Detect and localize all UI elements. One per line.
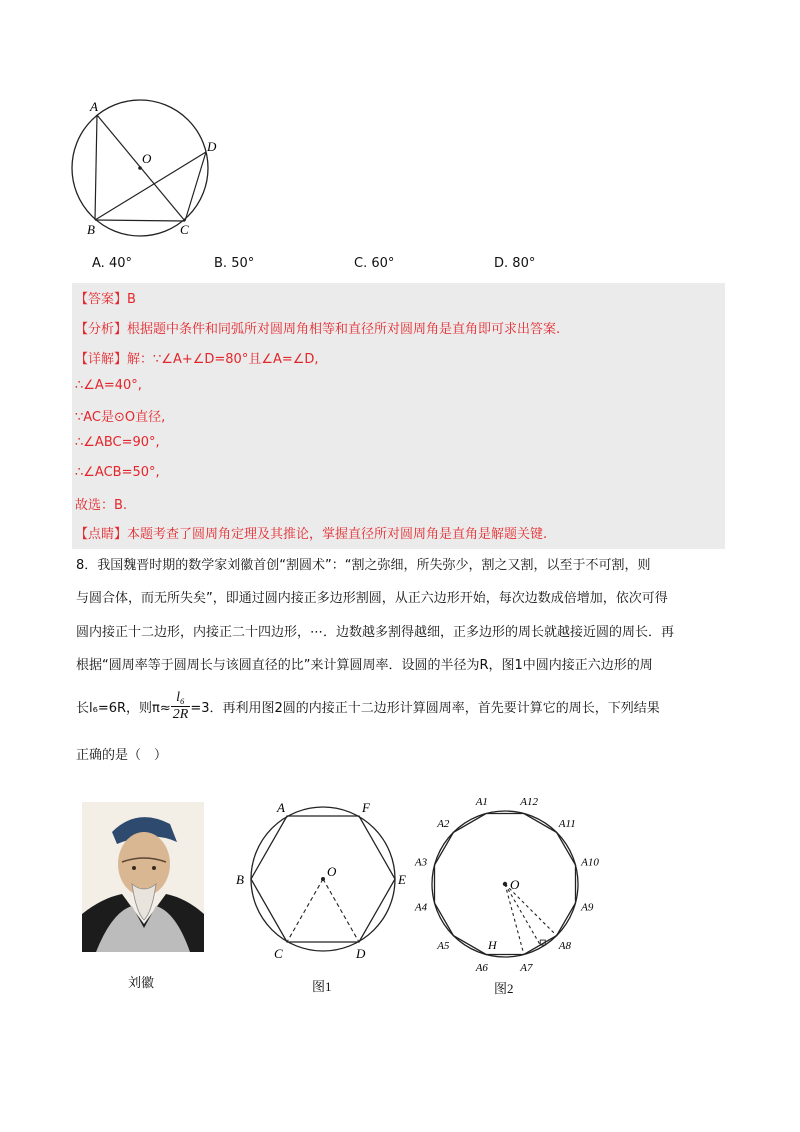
fig2-label-a4: A4 xyxy=(414,901,428,914)
fig1-label-o: O xyxy=(327,864,337,879)
question-line-2: 与圆合体，而无所失矣”，即通过圆内接正多边形割圆，从正六边形开始，每次边数成倍增加，依次可得 xyxy=(76,591,668,606)
comment-line: 【点睛】本题考查了圆周角定理及其推论，掌握直径所对圆周角是直角是解题关键. xyxy=(75,527,548,542)
label-a: A xyxy=(90,99,98,114)
fig2-label-a8: A8 xyxy=(558,939,572,952)
option-d: D. 80° xyxy=(494,256,536,271)
detail-line-5: ∴∠ACB=50°, xyxy=(75,465,160,480)
question-line-3: 圆内接正十二边形，内接正二十四边形，⋯．边数越多割得越细，正多边形的周长就越接近圆的周长．再 xyxy=(76,625,675,640)
fig1-label-c: C xyxy=(274,946,283,960)
question-line-6: 正确的是（ ） xyxy=(76,748,168,763)
option-c: C. 60° xyxy=(354,256,395,271)
radius-oc xyxy=(287,879,323,942)
fig2-label-h: H xyxy=(488,938,497,952)
fig1-label-e: E xyxy=(398,872,406,887)
figure-1-hexagon xyxy=(232,800,412,960)
question-line-5: 长l₆=6R，则π≈ $\frac{\text{l₆}}{2R}$ =3．再利用图2圆的内接正十二边形计算圆周率，首先要计算它的周长，下列结果 xyxy=(76,689,660,722)
fig2-label-a5: A5 xyxy=(437,939,450,952)
fig2-label-a6: A6 xyxy=(475,962,488,972)
detail-line-6: 故选：B. xyxy=(75,498,128,513)
fig2-label-a3: A3 xyxy=(414,856,428,869)
question-line-1: 8．我国魏晋时期的数学家刘徽首创“割圆术”：“割之弥细，所失弥少，割之又割，以至于不可割，则 xyxy=(76,558,651,573)
fig2-label-a11: A11 xyxy=(558,818,576,831)
answer-options xyxy=(92,256,732,276)
segment-ab xyxy=(95,115,97,220)
fig2-caption: 图2 xyxy=(494,981,514,996)
detail-line-4: ∴∠ABC=90°, xyxy=(75,435,160,450)
radius-od xyxy=(323,879,359,942)
fig2-center-dot xyxy=(503,882,507,886)
analysis-line: 【分析】根据题中条件和同弧所对圆周角相等和直径所对圆周角是直角即可求出答案. xyxy=(75,322,561,337)
fig2-label-a2: A2 xyxy=(437,818,450,831)
pi-fraction: $\frac{\text{l₆}}{2R}$ xyxy=(172,689,189,722)
fig1-label-f: F xyxy=(362,800,370,815)
fig1-label-a: A xyxy=(277,800,285,815)
fig1-center-dot xyxy=(321,877,325,881)
option-b: B. 50° xyxy=(214,256,255,271)
label-b: B xyxy=(87,222,95,237)
fig2-label-o: O xyxy=(510,877,520,892)
detail-line-1: 【详解】解：∵∠A+∠D=80°且∠A=∠D, xyxy=(75,352,319,367)
answer-line: 【答案】B xyxy=(75,292,136,307)
fig2-label-a7: A7 xyxy=(520,962,533,972)
fig1-label-b: B xyxy=(236,872,244,887)
fig2-label-a1: A1 xyxy=(475,795,488,808)
segment-bc xyxy=(95,220,185,221)
liu-hui-portrait xyxy=(82,802,204,952)
fig2-radius-oa6 xyxy=(505,884,524,955)
fig2-label-a10: A10 xyxy=(581,856,599,869)
detail-line-2: ∴∠A=40°, xyxy=(75,378,142,393)
option-a: A. 40° xyxy=(92,256,132,271)
label-d: D xyxy=(207,139,217,154)
solution-box xyxy=(72,283,725,549)
figure-2-dodecagon xyxy=(412,792,602,972)
detail-line-3: ∵AC是⊙O直径, xyxy=(75,410,166,425)
fig1-label-d: D xyxy=(356,946,366,960)
center-dot xyxy=(138,166,142,170)
fig1-caption: 图1 xyxy=(312,979,332,994)
label-o: O xyxy=(142,151,152,166)
fig2-label-a12: A12 xyxy=(520,795,539,808)
question-line-4: 根据“圆周率等于圆周长与该圆直径的比”来计算圆周率．设圆的半径为R，图1中圆内接正六边形的周 xyxy=(76,658,653,673)
portrait-caption: 刘徽 xyxy=(128,975,155,990)
top-circle-figure xyxy=(60,95,240,240)
fig2-label-a9: A9 xyxy=(581,901,594,914)
label-c: C xyxy=(180,222,189,237)
